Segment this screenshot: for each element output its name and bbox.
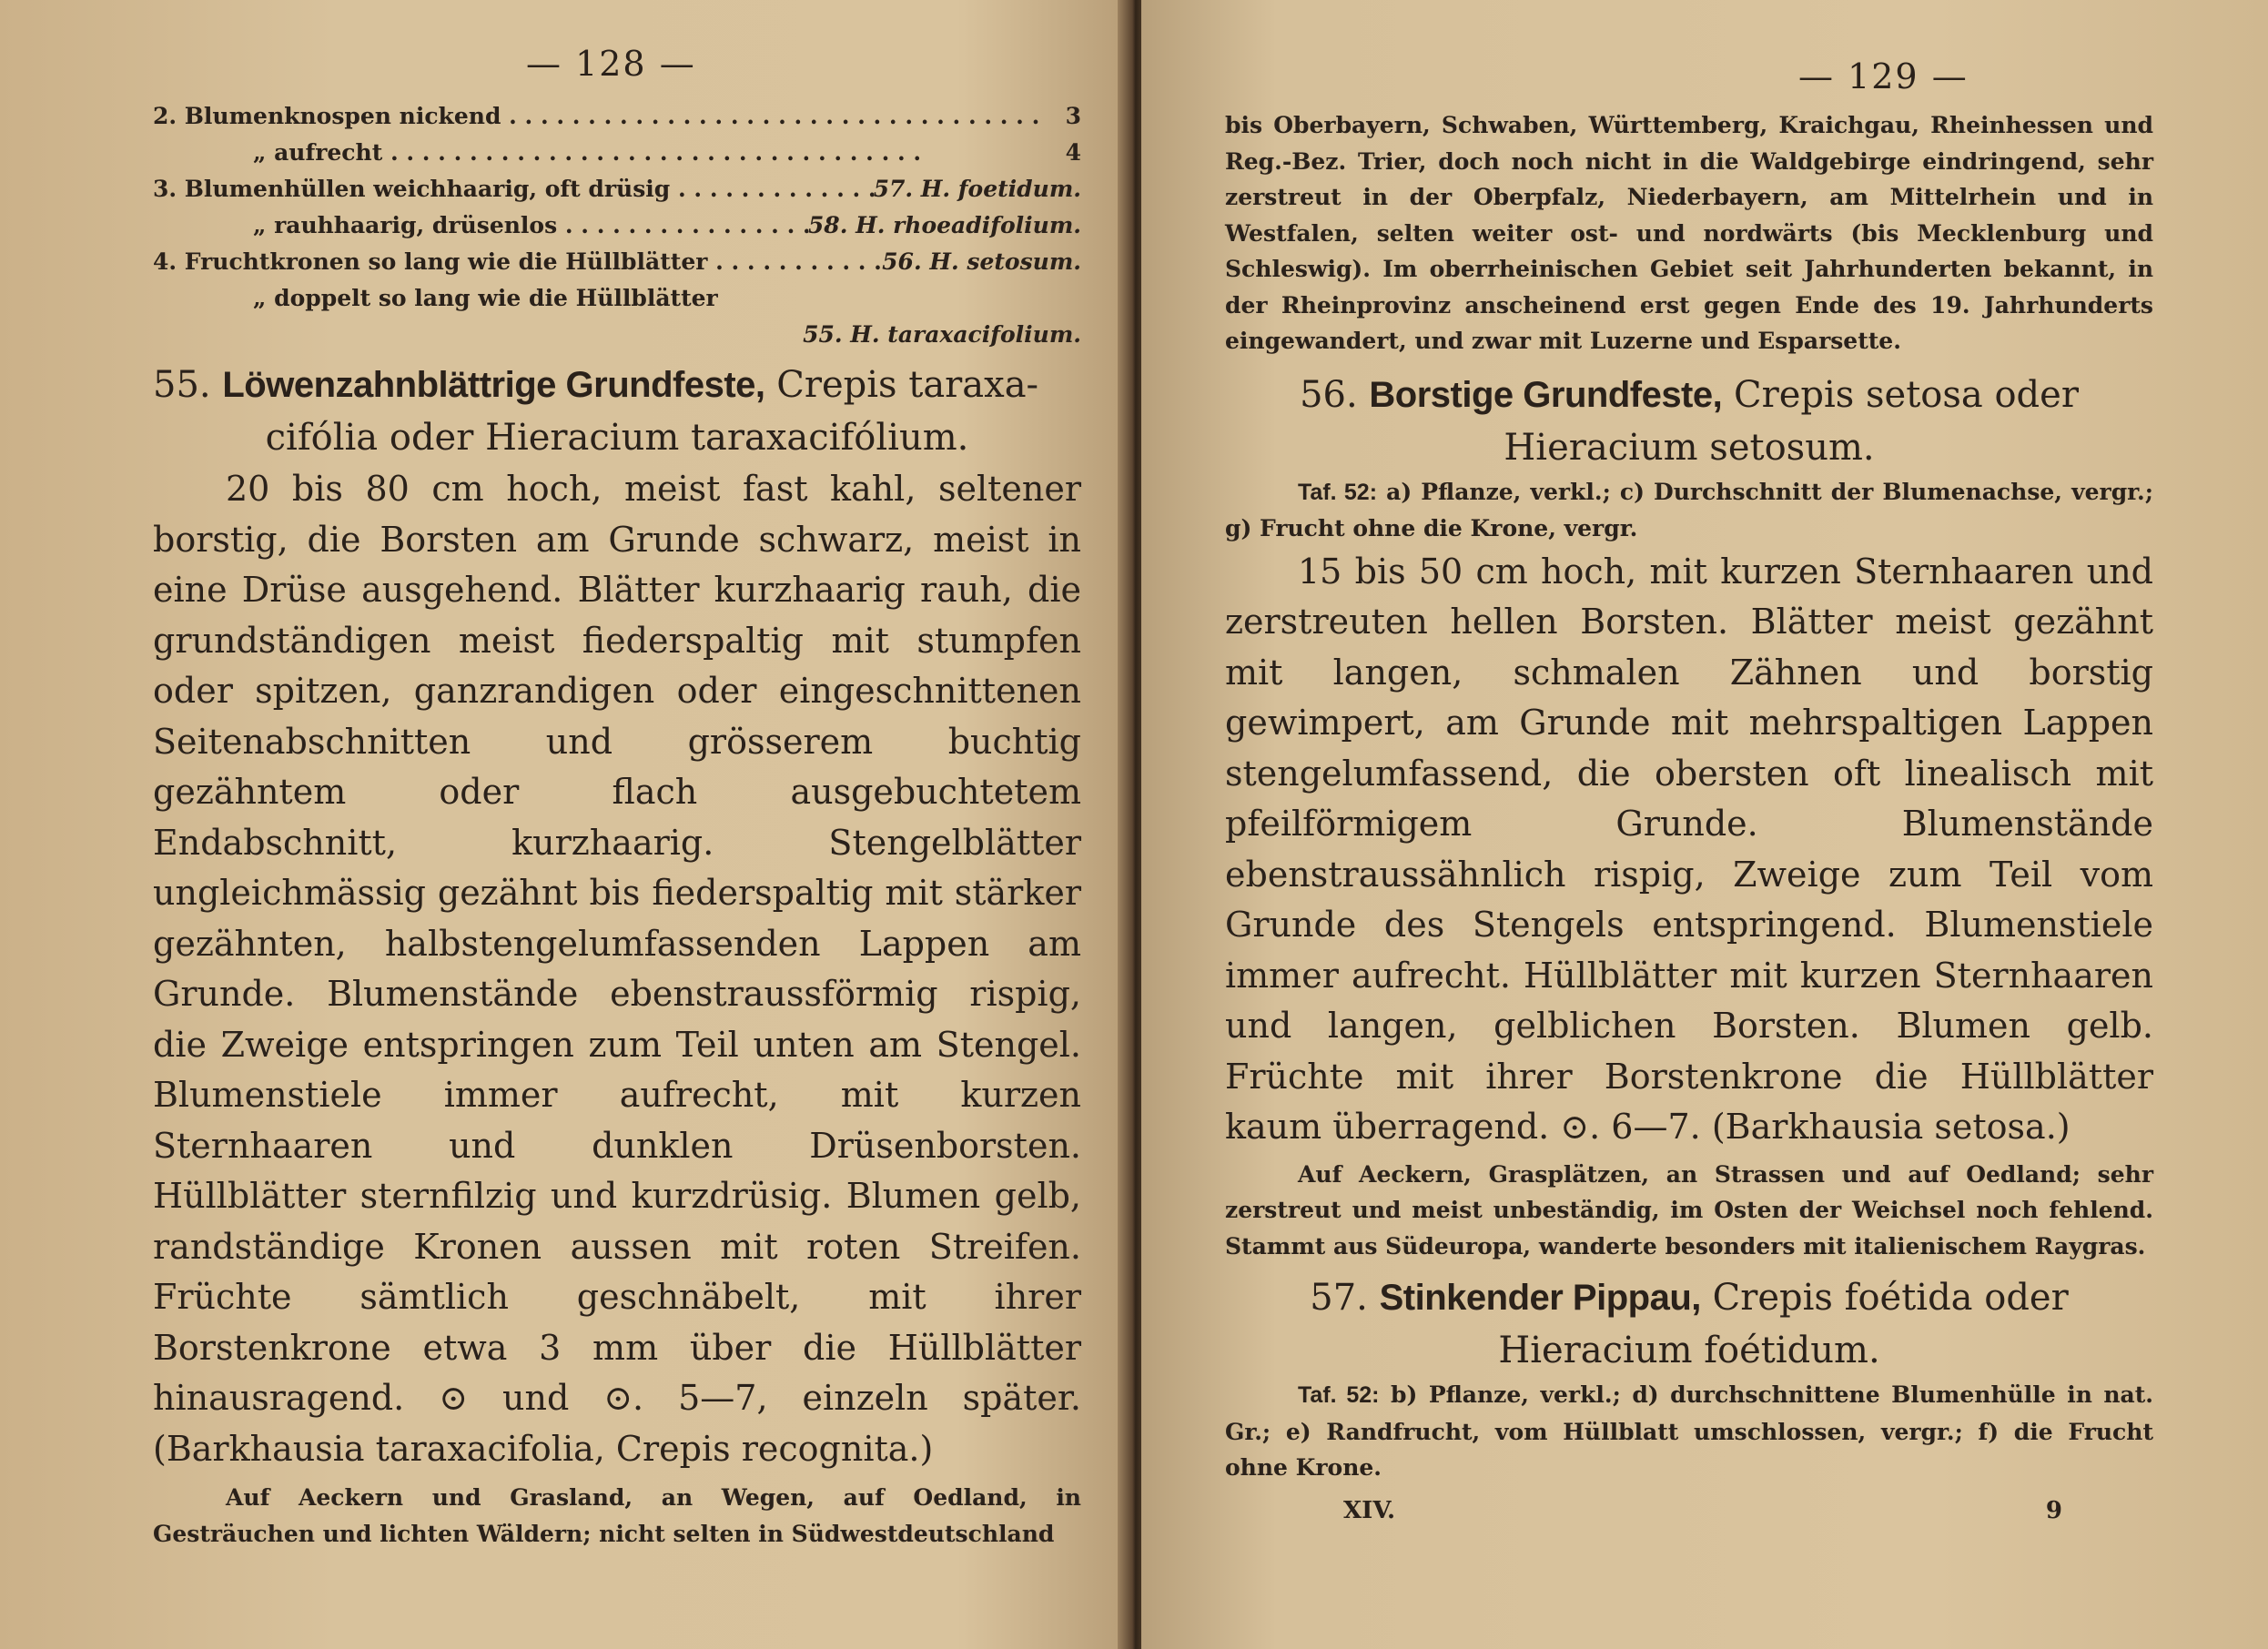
key-result: 4 [1065,139,1081,166]
species-number: 56. [1300,373,1358,416]
habitat-note-56 [1225,1157,2153,1265]
key-lead-text: „ doppelt so lang wie die Hüllblätter [253,285,718,311]
habitat-note [153,1480,1081,1552]
key-row [153,317,1081,353]
key-row [153,135,1081,171]
species-heading-55 [153,359,1081,464]
plate-label: Taf. 52: [1298,479,1378,505]
plate-text: b) Pflanze, verkl.; d) durchschnittene Blumenhülle in nat. Gr.; e) Randfrucht, vom Hüllblatt umschlossen, vergr.; f) die Frucht ohne Krone. [1225,1381,2154,1481]
plate-label: Taf. 52: [1298,1382,1380,1408]
species-number: 55. [153,364,211,406]
key-result: 58. H. rhoeadifolium. [807,212,1081,238]
key-row [153,244,1081,280]
plate-reference-56 [1225,474,2153,547]
left-page [0,0,1127,1649]
description-text: 15 bis 50 cm hoch, mit kurzen Sternhaaren und zerstreuten hellen Borsten. Blätter meist gezähnt mit langen, schmalen Zähnen und borstig gewimpert, am Grunde mit mehrspaltigen Lappen stengelumfassend, die obersten oft linealisch mit pfeilförmigem Grunde. Blumenstände ebenstraussähnlich rispig, Zweige zum Teil vom Grunde des Stengels entspringend. Blumenstiele immer aufrecht. Hüllblätter mit kurzen Sternhaaren und langen, gelblichen Borsten. Blumen gelb. Früchte mit ihrer Borstenkrone die Hüllblätter kaum überragend. ⊙. 6—7. (Barkhausia setosa.) [1225,551,2153,1147]
species-latin-name: Crepis taraxa- [776,364,1039,406]
key-lead-text: „ aufrecht . . . [253,135,1066,171]
species-latin-name-cont: cifólia oder Hieracium taraxacifólium. [265,417,969,459]
key-row [153,98,1081,135]
key-row [153,171,1081,207]
key-row [153,280,1081,317]
signature-mark: XIV. [1343,1496,1396,1524]
key-result: 56. H. setosum. [882,248,1081,275]
species-latin-name-cont: Hieracium foétidum. [1498,1330,1880,1371]
species-german-name: Borstige Grundfeste, [1369,374,1723,415]
habitat-text: Auf Aeckern, Grasplätzen, an Strassen und auf Oedland; sehr zerstreut und meist unbeständig, im Osten der Weichsel noch fehlend. Stammt aus Südeuropa, wanderte besonders mit italienischem Raygras. [1225,1160,2153,1260]
plate-text: a) Pflanze, verkl.; c) Durchschnitt der Blumenachse, vergr.; g) Frucht ohne die Krone, vergr. [1225,478,2153,541]
species-german-name: Löwenzahnblättrige Grundfeste, [222,365,765,405]
right-page [1141,0,2268,1649]
page-number: — 128 — [526,44,696,84]
key-lead-text: 3. Blumenhüllen weichhaarig, oft drüsig . . . [153,171,874,207]
plate-reference-57 [1225,1377,2153,1486]
key-result: 3 [1065,103,1081,129]
species-description [153,464,1081,1474]
determination-key [153,98,1081,353]
page-number: — 129 — [1798,56,1969,96]
key-result: 57. H. foetidum. [873,176,1081,202]
key-result: 55. H. taraxacifolium. [803,321,1081,348]
key-lead-text: 2. Blumenknospen nickend . . . [153,98,1066,135]
species-latin-name-cont: Hieracium setosum. [1504,426,1875,469]
habitat-continuation [1225,107,2153,359]
sheet-number: 9 [2045,1496,2062,1524]
species-latin-name: Crepis setosa oder [1733,373,2079,416]
key-lead-text: „ rauhhaarig, drüsenlos . . . [253,207,808,244]
species-number: 57. [1310,1277,1368,1319]
species-german-name: Stinkender Pippau, [1379,1278,1701,1318]
species-latin-name: Crepis foétida oder [1712,1277,2069,1319]
habitat-text: Auf Aeckern und Grasland, an Wegen, auf Oedland, in Gesträuchen und lichten Wäldern; nicht selten in Südwestdeutschland [153,1484,1081,1547]
key-row [153,207,1081,244]
species-heading-56 [1225,369,2153,474]
description-text: 20 bis 80 cm hoch, meist fast kahl, seltener borstig, die Borsten am Grunde schwarz, meist in eine Drüse ausgehend. Blätter kurzhaarig rauh, die grundständigen meist fiederspaltig mit stumpfen oder spitzen, ganzrandigen oder eingeschnittenen Seitenabschnitten und grösserem buchtig gezähntem oder flach ausgebuchtetem Endabschnitt, kurzhaarig. Stengelblätter ungleichmässig gezähnt bis fiederspaltig mit stärker gezähnten, halbstengelumfassenden Lappen am Grunde. Blumenstände ebenstraussförmig rispig, die Zweige entspringen zum Teil unten am Stengel. Blumenstiele immer aufrecht, mit kurzen Sternhaaren und dunklen Drüsenborsten. Hüllblätter sternfilzig und kurzdrüsig. Blumen gelb, randständige Kronen aussen mit roten Streifen. Früchte sämtlich geschnäbelt, mit ihrer Borstenkrone etwa 3 mm über die Hüllblätter hinausragend. ⊙ und ⊙. 5—7, einzeln später. (Barkhausia taraxacifolia, Crepis recognita.) [153,469,1081,1469]
habitat-cont-text: bis Oberbayern, Schwaben, Württemberg, Kraichgau, Rheinhessen und Reg.-Bez. Trier, doch noch nicht in die Waldgebirge eindringend, sehr zerstreut in der Oberpfalz, Niederbayern, am Mittelrhein und in Westfalen, selten weiter ost- und nordwärts (bis Mecklenburg und Schleswig). Im oberrheinischen Gebiet seit Jahrhunderten bekannt, in der Rheinprovinz anscheinend erst gegen Ende des 19. Jahrhunderts eingewandert, und zwar mit Luzerne und Esparsette. [1225,112,2153,354]
key-lead-text: 4. Fruchtkronen so lang wie die Hüllblätter . . . [153,244,882,280]
printer-signature [1225,1497,2153,1524]
species-description-56 [1225,547,2153,1153]
species-heading-57 [1225,1271,2153,1377]
